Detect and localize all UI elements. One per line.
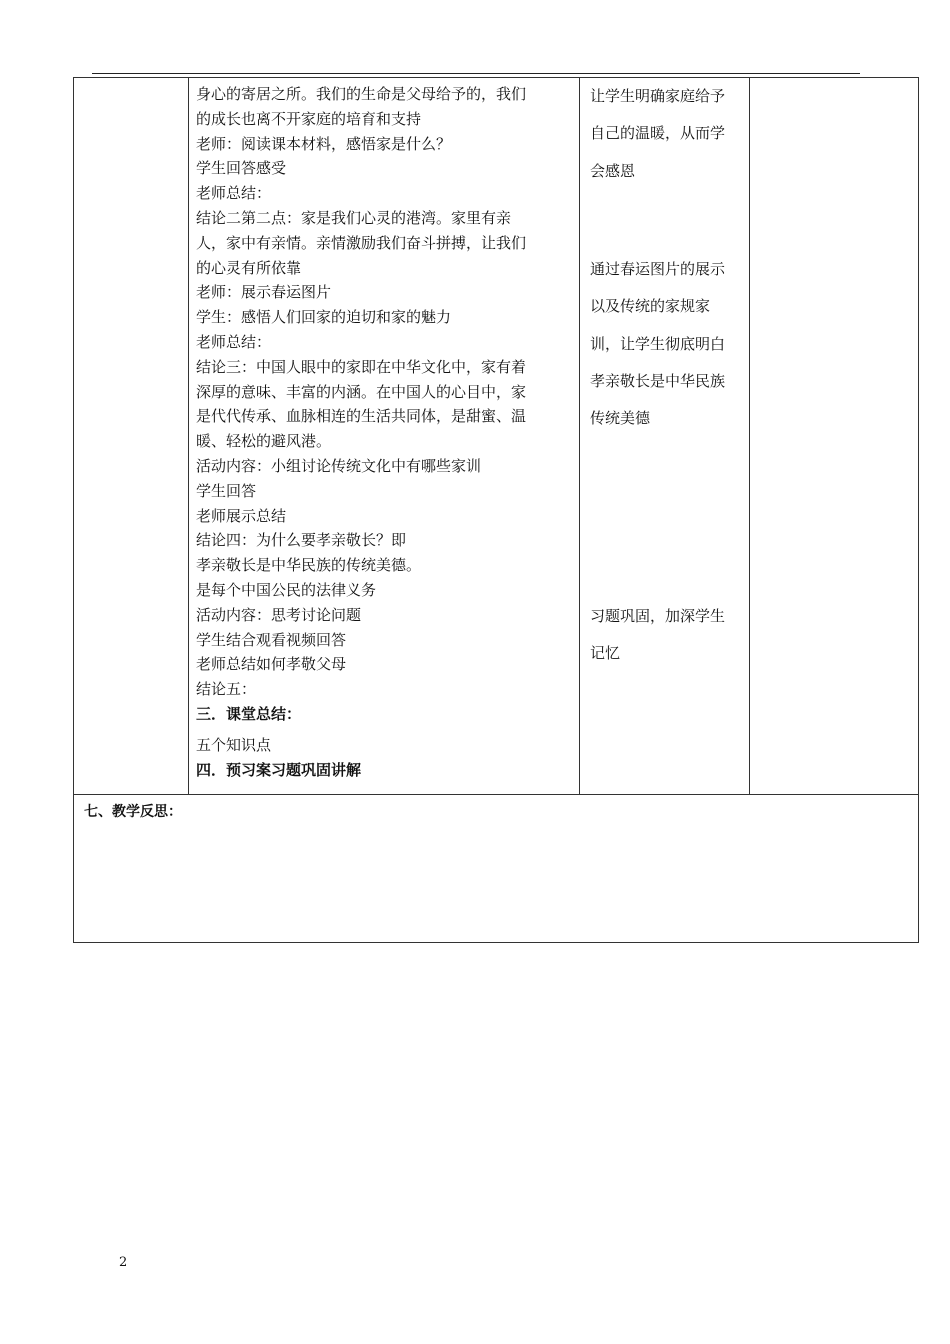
table-row (73, 77, 919, 794)
intent-line: 记忆 (590, 644, 621, 663)
header-rule (92, 73, 860, 74)
intent-block (590, 251, 725, 437)
intent-line: 会感恩 (590, 161, 636, 180)
reflection-row (73, 794, 919, 943)
process-line: 身心的寄居之所。我们的生命是父母给予的，我们 (196, 85, 527, 103)
process-line: 暖、轻松的避风港。 (196, 432, 332, 451)
process-line: 是代代传承、血脉相连的生活共同体，是甜蜜、温 (196, 407, 527, 426)
process-line: 学生：感悟人们回家的迫切和家的魅力 (196, 308, 452, 327)
process-line: 是每个中国公民的法律义务 (196, 580, 377, 599)
process-line: 人，家中有亲情。亲情激励我们奋斗拼搏，让我们 (196, 233, 527, 252)
process-line: 老师展示总结 (196, 506, 287, 525)
process-line: 学生结合观看视频回答 (196, 630, 347, 649)
intent-line: 让学生明确家庭给予 (590, 87, 726, 105)
process-line: 结论三：中国人眼中的家即在中华文化中，家有着 (196, 357, 527, 376)
process-line: 三．课堂总结： (196, 704, 302, 723)
process-line: 学生回答感受 (196, 159, 287, 178)
process-line: 活动内容：思考讨论问题 (196, 605, 362, 624)
intent-line: 孝亲敬长是中华民族 (590, 371, 726, 390)
process-line: 五个知识点 (196, 735, 272, 754)
reflection-title: 七、教学反思： (84, 804, 182, 820)
process-line: 深厚的意味、丰富的内涵。在中国人的心目中，家 (196, 382, 527, 401)
intent-line: 训，让学生彻底明白 (590, 334, 726, 353)
process-line: 的成长也离不开家庭的培育和支持 (196, 109, 422, 128)
process-line: 老师总结： (196, 332, 272, 351)
process-line: 孝亲敬长是中华民族的传统美德。 (196, 556, 422, 575)
process-text (189, 78, 579, 782)
process-line: 结论四：为什么要孝亲敬长？即 (196, 531, 407, 550)
intent-line: 通过春运图片的展示 (590, 260, 726, 278)
process-line: 四．预习案习题巩固讲解 (196, 760, 362, 779)
intent-line: 以及传统的家规家 (590, 297, 711, 316)
lesson-table (73, 77, 919, 820)
stage-cell (73, 77, 188, 794)
notes-cell (749, 77, 919, 794)
process-line: 老师总结： (196, 184, 272, 203)
process-line: 学生回答 (196, 481, 257, 500)
intent-line: 自己的温暖，从而学 (590, 124, 726, 143)
intent-block (590, 598, 725, 673)
process-cell (188, 77, 579, 794)
intent-block (590, 78, 725, 190)
process-line: 活动内容：小组讨论传统文化中有哪些家训 (196, 456, 482, 475)
process-line: 老师：阅读课本材料，感悟家是什么？ (196, 134, 452, 153)
page-number: 2 (119, 1255, 128, 1270)
process-line: 老师总结如何孝敬父母 (196, 655, 347, 674)
process-line: 结论二第二点：家是我们心灵的港湾。家里有亲 (196, 208, 512, 227)
intent-cell (579, 77, 749, 794)
process-line: 的心灵有所依靠 (196, 258, 302, 277)
intent-line: 传统美德 (590, 409, 651, 428)
process-line: 结论五： (196, 680, 257, 699)
process-line: 老师：展示春运图片 (196, 283, 332, 302)
intent-line: 习题巩固，加深学生 (590, 607, 726, 625)
